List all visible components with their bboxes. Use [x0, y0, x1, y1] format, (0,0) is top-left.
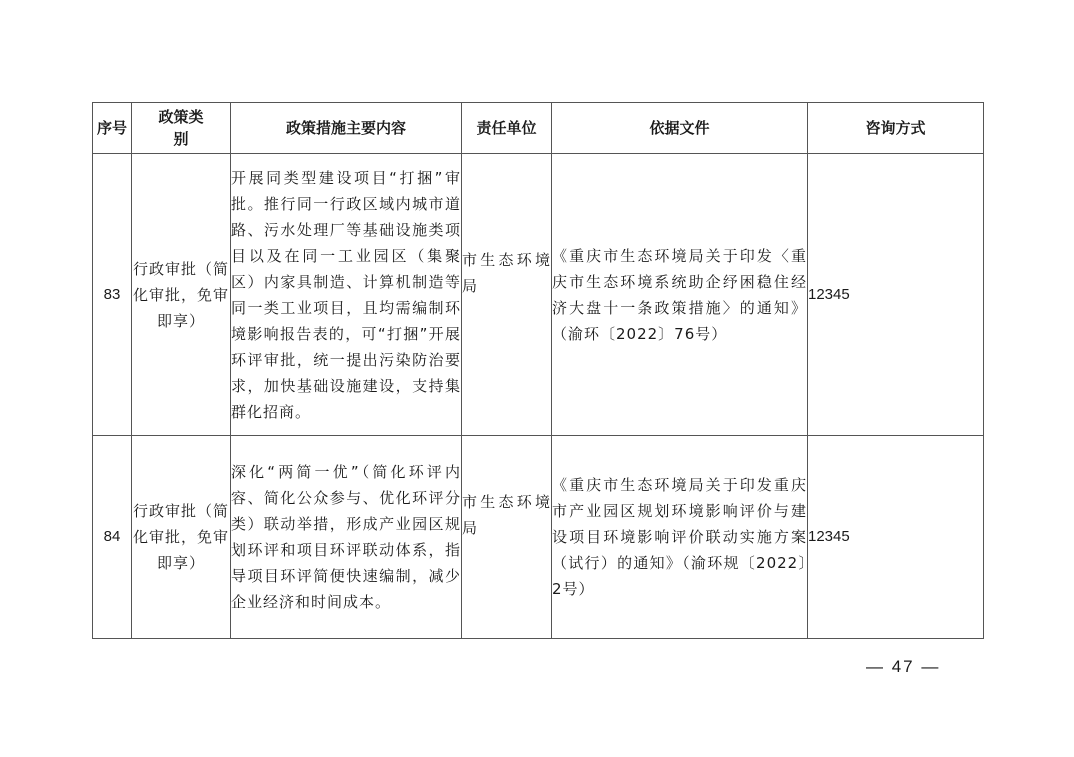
policy-content: 深化“两简一优”（简化环评内容、简化公众参与、优化环评分类）联动举措，形成产业园区规划环评和项目环评联动体系，指导项目环评简便快速编制，减少企业经济和时间成本。 — [231, 436, 462, 639]
row-number: 84 — [93, 436, 132, 639]
header-no: 序号 — [93, 103, 132, 154]
responsible-unit: 市生态环境局 — [462, 436, 552, 639]
contact-method: 12345 — [808, 436, 984, 639]
policy-content: 开展同类型建设项目“打捆”审批。推行同一行政区域内城市道路、污水处理厂等基础设施类项目以及在同一工业园区（集聚区）内家具制造、计算机制造等同一类工业项目，且均需编制环境影响报告表的，可“打捆”开展环评审批，统一提出污染防治要求，加快基础设施建设，支持集群化招商。 — [231, 154, 462, 436]
page-number: — 47 — — [866, 657, 941, 676]
policy-category: 行政审批（简化审批，免审即享） — [132, 154, 231, 436]
contact-method: 12345 — [808, 154, 984, 436]
policy-table — [92, 102, 984, 639]
basis-document: 《重庆市生态环境局关于印发重庆市产业园区规划环境影响评价与建设项目环境影响评价联动实施方案（试行）的通知》（渝环规〔2022〕2号） — [552, 436, 808, 639]
header-contact: 咨询方式 — [808, 103, 984, 154]
header-unit: 责任单位 — [462, 103, 552, 154]
table-row — [93, 154, 984, 436]
header-category: 政策类别 — [132, 103, 231, 154]
table-row — [93, 436, 984, 639]
header-doc: 依据文件 — [552, 103, 808, 154]
header-content: 政策措施主要内容 — [231, 103, 462, 154]
basis-document: 《重庆市生态环境局关于印发〈重庆市生态环境系统助企纾困稳住经济大盘十一条政策措施〉的通知》（渝环〔2022〕76号） — [552, 154, 808, 436]
row-number: 83 — [93, 154, 132, 436]
table-header-row — [93, 103, 984, 154]
policy-category: 行政审批（简化审批，免审即享） — [132, 436, 231, 639]
responsible-unit: 市生态环境局 — [462, 154, 552, 436]
